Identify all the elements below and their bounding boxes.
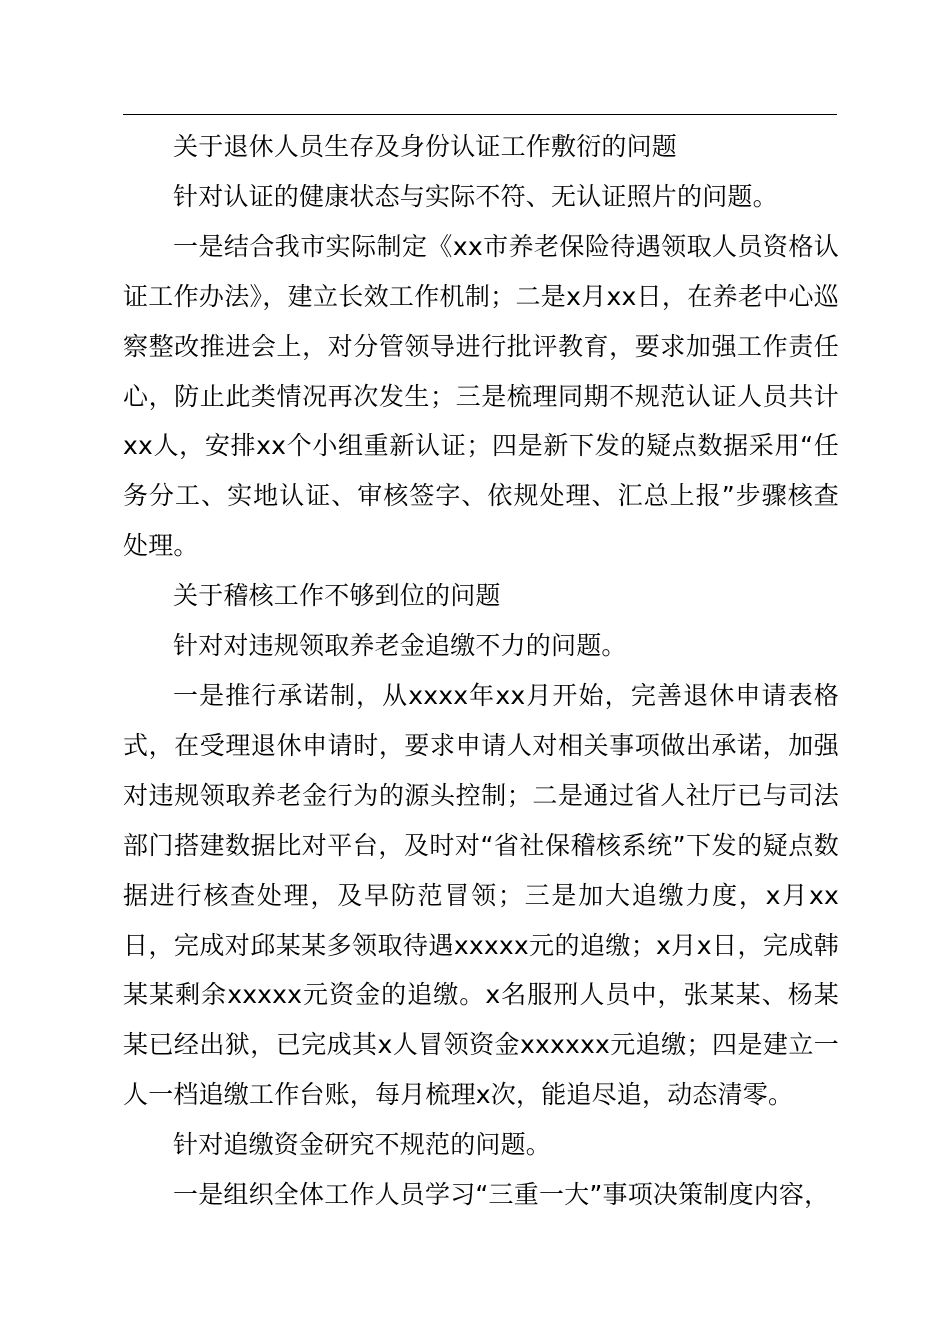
issue-statement-2: 针对对违规领取养老金追缴不力的问题。 bbox=[173, 631, 627, 661]
measures-paragraph-3: 一是组织全体工作人员学习“三重一大”事项决策制度内容， bbox=[173, 1180, 830, 1210]
measures-paragraph-1: 一是结合我市实际制定《xx市养老保险待遇领取人员资格认证工作办法》，建立长效工作机制；二是x月xx日，在养老中心巡察整改推进会上，对分管领导进行批评教育，要求加强工作责任心，防止此类情况再次发生；三是梳理同期不规范认证人员共计xx人，安排xx个小组重新认证；四是新下发的疑点数据采用“任务分工、实地认证、审核签字、依规处理、汇总上报”步骤核查处理。 bbox=[123, 231, 839, 561]
measures-paragraph-2: 一是推行承诺制，从xxxx年xx月开始，完善退休申请表格式，在受理退休申请时，要求申请人对相关事项做出承诺，加强对违规领取养老金行为的源头控制；二是通过省人社厅已与司法部门搭建数据比对平台，及时对“省社保稽核系统”下发的疑点数据进行核查处理，及早防范冒领；三是加大追缴力度，x月xx日，完成对邱某某多领取待遇xxxxx元的追缴；x月x日，完成韩某某剩余xxxxx元资金的追缴。x名服刑人员中，张某某、杨某某已经出狱，已完成其x人冒领资金xxxxxx元追缴；四是建立一人一档追缴工作台账，每月梳理x次，能追尽追，动态清零。 bbox=[123, 680, 839, 1110]
header-rule bbox=[123, 114, 837, 115]
section-heading-1: 关于退休人员生存及身份认证工作敷衍的问题 bbox=[173, 132, 678, 161]
issue-statement-1: 针对认证的健康状态与实际不符、无认证照片的问题。 bbox=[173, 181, 778, 211]
section-heading-2: 关于稽核工作不够到位的问题 bbox=[173, 581, 501, 611]
document-body bbox=[123, 122, 839, 1220]
issue-statement-3: 针对追缴资金研究不规范的问题。 bbox=[173, 1130, 552, 1160]
